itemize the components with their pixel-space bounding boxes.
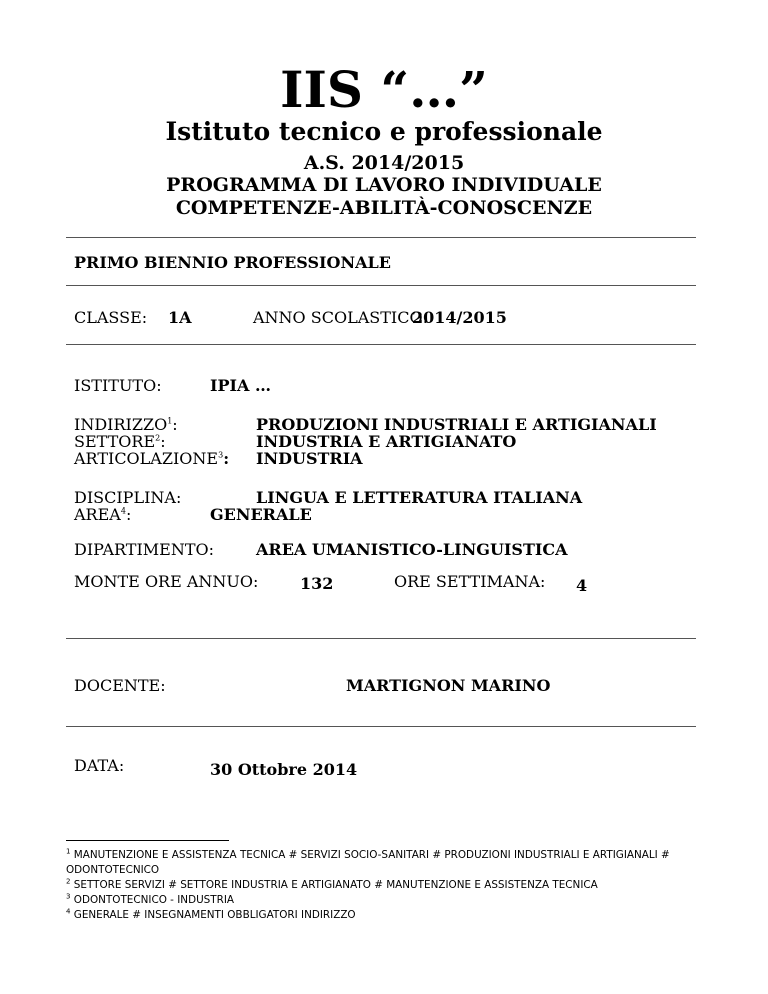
anno-value: 2014/2015 [412, 308, 507, 327]
classe-label: CLASSE: [74, 308, 148, 327]
articolazione-label: ARTICOLAZIONE$^3$: [74, 449, 230, 468]
dipartimento-value: AREA UMANISTICO-LINGUISTICA [256, 540, 568, 559]
footnote-4: $^4$ GENERALE # INSEGNAMENTI OBBLIGATORI INDIRIZZO [66, 907, 356, 921]
divider [66, 285, 696, 286]
disciplina-label: DISCIPLINA: [74, 488, 182, 507]
footnote-2: $^2$ SETTORE SERVIZI # SETTORE INDUSTRIA E ARTIGIANATO # MANUTENZIONE E ASSISTENZA TECNICA [66, 877, 598, 891]
ore-settimana-value: 4 [576, 576, 588, 595]
skills-title: COMPETENZE-ABILITÀ-CONOSCENZE [175, 197, 593, 219]
school-year: A.S. 2014/2015 [303, 152, 465, 174]
section-title: PRIMO BIENNIO PROFESSIONALE [74, 253, 391, 272]
articolazione-value: INDUSTRIA [256, 449, 363, 468]
divider [66, 237, 696, 238]
indirizzo-value: PRODUZIONI INDUSTRIALI E ARTIGIANALI [256, 415, 657, 434]
anno-label: ANNO SCOLASTICO: [253, 308, 428, 327]
area-label: AREA$^4$: [74, 505, 132, 524]
data-label: DATA: [74, 756, 125, 775]
data-value: 30 Ottobre 2014 [210, 760, 358, 779]
settore-label: SETTORE$^2$: [74, 432, 166, 451]
istituto-label: ISTITUTO: [74, 376, 162, 395]
monte-ore-value: 132 [300, 574, 334, 593]
disciplina-value: LINGUA E LETTERATURA ITALIANA [256, 488, 583, 507]
settore-value: INDUSTRIA E ARTIGIANATO [256, 432, 517, 451]
docente-label: DOCENTE: [74, 676, 166, 695]
area-value: GENERALE [210, 505, 312, 524]
divider [66, 344, 696, 345]
docente-value: MARTIGNON MARINO [346, 676, 551, 695]
document-subtitle: Istituto tecnico e professionale [165, 117, 603, 146]
dipartimento-label: DIPARTIMENTO: [74, 540, 214, 559]
footnote-3: $^3$ ODONTOTECNICO - INDUSTRIA [66, 892, 235, 906]
divider [66, 638, 696, 639]
program-title: PROGRAMMA DI LAVORO INDIVIDUALE [166, 174, 602, 196]
monte-ore-label: MONTE ORE ANNUO: [74, 572, 259, 591]
footnote-1-continued: ODONTOTECNICO [66, 864, 160, 876]
footnote-1: $^1$ MANUTENZIONE E ASSISTENZA TECNICA # SERVIZI SOCIO-SANITARI # PRODUZIONI INDUSTRIALI E ARTIGIANALI # [66, 847, 670, 861]
footnote-separator [66, 840, 229, 841]
istituto-value: IPIA … [210, 376, 271, 395]
document-title: IIS “…” [280, 60, 488, 119]
ore-settimana-label: ORE SETTIMANA: [394, 572, 546, 591]
divider [66, 726, 696, 727]
classe-value: 1A [168, 308, 192, 327]
indirizzo-label: INDIRIZZO$^1$: [74, 415, 178, 434]
